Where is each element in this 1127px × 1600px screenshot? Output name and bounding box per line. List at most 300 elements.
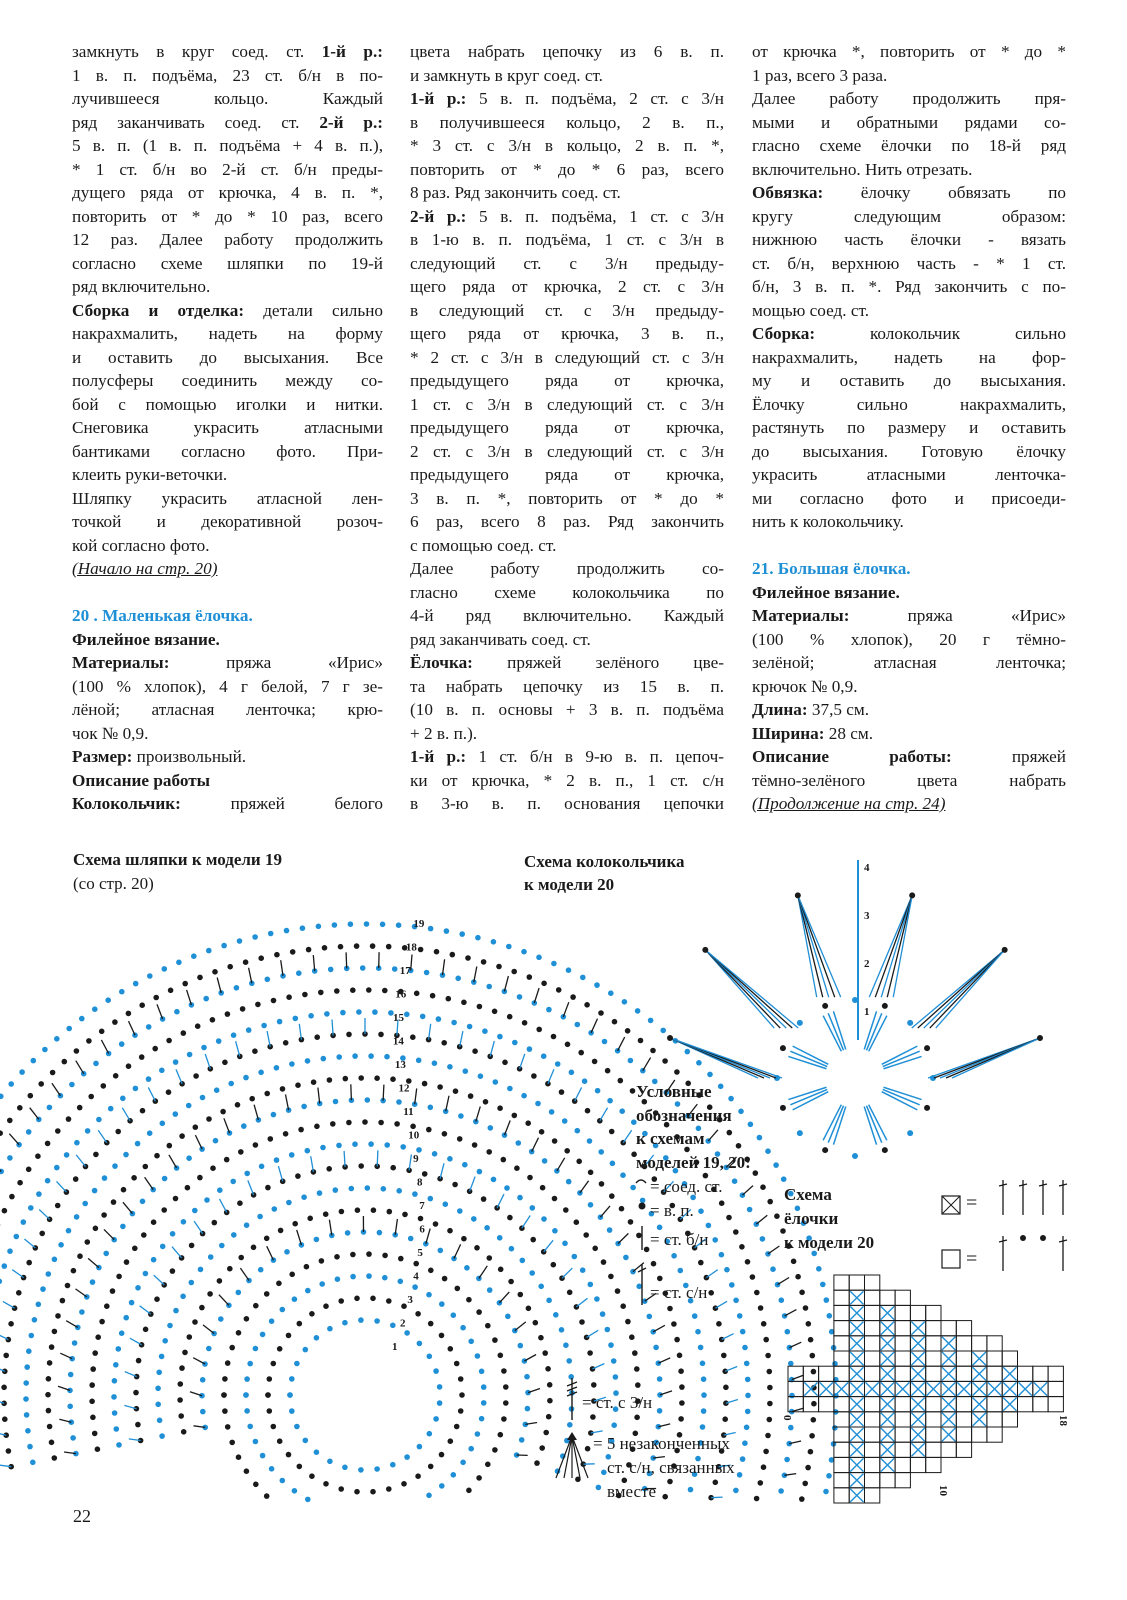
chain-dot	[543, 1430, 549, 1436]
chain-dot	[541, 981, 547, 987]
cluster-stitch	[705, 950, 798, 1028]
chain-dot	[580, 1267, 586, 1273]
chain-dot	[767, 1401, 773, 1407]
chain-dot	[166, 1038, 172, 1044]
text-segment: та набрать цепочку из 15 в. п.	[410, 676, 724, 696]
chain-dot	[6, 1448, 12, 1454]
chain-dot	[555, 1061, 561, 1067]
chain-dot	[95, 1334, 101, 1340]
chain-dot	[546, 1298, 552, 1304]
chain-dot	[295, 1173, 301, 1179]
row-number: 12	[398, 1082, 410, 1095]
chain-dot	[24, 1364, 30, 1370]
chain-dot	[26, 1129, 32, 1135]
chain-dot	[343, 1076, 349, 1082]
chain-dot	[535, 1101, 541, 1107]
chain-dot	[678, 1268, 684, 1274]
chain-dot	[827, 1313, 833, 1319]
chain-dot	[168, 988, 174, 994]
grid-cell	[956, 1351, 971, 1366]
chain-dot	[509, 1246, 515, 1252]
text-segment: гласно схеме ёлочки по 18-й ряд	[752, 136, 1066, 155]
chain-dot	[458, 1408, 464, 1414]
chain-dot	[102, 1175, 108, 1181]
chain-dot	[280, 1307, 286, 1313]
chain-dot	[539, 1445, 545, 1451]
chain-dot	[791, 1259, 797, 1265]
chain-dot	[566, 967, 572, 973]
chain-dot	[327, 1326, 333, 1332]
chain-dot	[382, 988, 388, 994]
chain-dot	[370, 943, 376, 949]
chain-dot	[481, 1196, 487, 1202]
chain-dot	[386, 1298, 392, 1304]
chain-dot	[49, 1440, 55, 1446]
row-number: 15	[393, 1012, 404, 1024]
treble-stitch	[793, 1092, 829, 1110]
chain-dot	[426, 1493, 432, 1499]
chain-dot	[753, 1170, 759, 1176]
filled-cell-equals: =	[966, 1192, 978, 1214]
chain-dot	[23, 1380, 29, 1386]
chain-dot	[119, 989, 125, 995]
filled-cell-cross	[911, 1413, 924, 1426]
row-number: 8	[417, 1176, 423, 1189]
chain-dot	[767, 1369, 773, 1375]
chain-dot	[447, 1228, 453, 1234]
chain-dot	[726, 1215, 732, 1221]
chain-dot	[42, 1047, 48, 1053]
text-segment: (10 в. п. основы + 3 в. п. подъёма	[410, 700, 724, 719]
chain-dot	[139, 1002, 145, 1008]
chain-dot	[92, 1006, 98, 1012]
chain-dot	[479, 1369, 485, 1375]
chain-dot	[197, 975, 203, 981]
stitch-mark	[563, 1002, 569, 1017]
grid-cell	[819, 1397, 834, 1412]
chain-dot	[276, 1281, 282, 1287]
chain-dot	[286, 1452, 292, 1458]
chain-dot	[412, 1284, 418, 1290]
grid-cell	[926, 1305, 941, 1320]
chain-dot	[32, 1317, 38, 1323]
bold-label: Описание работы	[72, 770, 211, 790]
text-segment: мощью соед. ст.	[752, 300, 869, 320]
grid-cell	[834, 1473, 849, 1488]
chain-dot	[501, 1157, 507, 1163]
chain-dot	[773, 1162, 779, 1168]
text-segment: (100 % хлопок), 4 г белой, 7 г зе-	[72, 676, 383, 696]
chain-dot	[795, 1274, 801, 1280]
chain-dot	[503, 1400, 509, 1406]
chain-dot	[551, 1262, 557, 1268]
chain-dot	[588, 1282, 594, 1288]
chain-dot	[151, 1219, 157, 1225]
stitch-mark	[140, 1306, 151, 1314]
chain-dot	[729, 1282, 735, 1288]
chain-dot	[114, 1426, 120, 1432]
section-heading: 20 . Маленькая ёлочка.	[72, 606, 253, 625]
chain-dot	[0, 1279, 2, 1285]
text-segment: Далее работу продолжить пря-	[752, 89, 1066, 108]
cluster-icon-leg	[556, 1436, 572, 1478]
chain-dot	[696, 1060, 702, 1066]
chain-dot	[27, 1444, 33, 1450]
filled-cell-cross	[881, 1413, 894, 1426]
chain-dot	[774, 1213, 780, 1219]
chain-dot	[247, 1361, 253, 1367]
chain-dot	[546, 1007, 552, 1013]
filled-cell-cross	[942, 1398, 955, 1411]
chain-dot	[74, 1214, 80, 1220]
chain-dot	[671, 1253, 677, 1259]
text-segment: ряд включительно.	[72, 277, 211, 296]
chain-dot	[562, 1118, 568, 1124]
chain-dot	[105, 997, 111, 1003]
empty-cell-equals: =	[966, 1248, 978, 1270]
chain-dot	[185, 1185, 191, 1191]
grid-cell	[865, 1290, 880, 1305]
filled-cell-cross	[850, 1306, 863, 1319]
chain-dot	[1002, 947, 1008, 953]
text-segment: 37,5 см.	[807, 700, 870, 719]
grid-cell	[987, 1397, 1002, 1412]
chain-dot	[538, 1284, 544, 1290]
chain-dot	[305, 1288, 311, 1294]
filled-cell-cross	[850, 1398, 863, 1411]
chain-dot	[745, 1393, 751, 1399]
chain-dot	[493, 1079, 499, 1085]
text-segment: пряжей зелёного цве-	[472, 653, 724, 672]
chain-dot	[527, 1046, 533, 1052]
chain-dot	[758, 1480, 764, 1486]
text-segment: пряжа «Ирис»	[849, 606, 1066, 625]
chain-dot	[283, 1040, 289, 1046]
stitch-mark	[618, 1037, 625, 1051]
chain-dot	[181, 1219, 187, 1225]
chain-dot	[578, 1050, 584, 1056]
grid-cell	[1018, 1397, 1033, 1412]
chain-dot	[338, 1298, 344, 1304]
stitch-mark	[195, 1135, 202, 1149]
chain-dot	[77, 1253, 83, 1259]
chain-dot	[530, 1237, 536, 1243]
chain-dot	[283, 1131, 289, 1137]
chain-dot	[458, 1376, 464, 1382]
bell-diagram-title-2: к модели 20	[524, 875, 615, 894]
chain-dot	[439, 1301, 445, 1307]
chain-dot	[195, 1023, 201, 1029]
chain-dot	[23, 1396, 29, 1402]
text-segment: ёлочку обвязать по	[823, 183, 1066, 202]
chain-dot	[179, 1133, 185, 1139]
chain-dot	[428, 1105, 434, 1111]
chain-dot	[324, 1011, 330, 1017]
chain-dot	[533, 1320, 539, 1326]
chain-dot	[612, 1019, 618, 1025]
filled-cell-cross	[866, 1382, 879, 1395]
stitch-mark	[148, 1087, 155, 1101]
chain-dot	[155, 1402, 161, 1408]
chain-dot	[243, 959, 249, 965]
chain-dot	[596, 1485, 602, 1491]
chain-dot	[615, 1288, 621, 1294]
chain-dot	[334, 1254, 340, 1260]
chain-dot	[542, 1350, 548, 1356]
chain-dot	[189, 1243, 195, 1249]
text-segment: 1 раз, всего 3 раза.	[752, 65, 888, 85]
treble-stitch	[823, 1105, 841, 1141]
grid-cell	[834, 1321, 849, 1336]
chain-dot	[244, 1376, 250, 1382]
chain-dot	[518, 1292, 524, 1298]
chain-dot	[319, 1258, 325, 1264]
chain-dot	[67, 1404, 73, 1410]
row-number: 1	[864, 1006, 870, 1018]
chain-dot	[79, 1309, 85, 1315]
chain-dot	[811, 1417, 817, 1423]
chain-dot	[132, 1246, 138, 1252]
chain-dot	[350, 1252, 356, 1258]
grid-cell	[1033, 1397, 1048, 1412]
chain-dot	[674, 1069, 680, 1075]
filled-cell-cross	[850, 1443, 863, 1456]
chain-dot	[698, 1260, 704, 1266]
chain-dot	[394, 1121, 400, 1127]
row-number: 9	[413, 1153, 419, 1165]
chain-dot	[466, 1297, 472, 1303]
stitch-mark	[318, 1088, 320, 1104]
chain-dot	[826, 1473, 832, 1479]
grid-axis-label: 10	[937, 1485, 949, 1496]
chain-dot	[264, 1236, 270, 1242]
chain-dot	[477, 1004, 483, 1010]
chain-dot	[187, 1052, 193, 1058]
chain-dot	[620, 1303, 626, 1309]
chain-dot	[292, 1221, 298, 1227]
chain-dot	[765, 1353, 771, 1359]
chain-dot	[260, 1453, 266, 1459]
chain-dot	[26, 1260, 32, 1266]
chain-dot	[477, 1169, 483, 1175]
chain-dot	[507, 1086, 513, 1092]
stitch-mark	[220, 1199, 227, 1213]
grid-cell	[834, 1488, 849, 1503]
chain-dot	[427, 1354, 433, 1360]
chain-dot	[448, 1438, 454, 1444]
chain-dot	[243, 1392, 249, 1398]
chain-dot	[30, 1460, 36, 1466]
chain-dot	[636, 1233, 642, 1239]
chain-dot	[474, 1245, 480, 1251]
chain-dot	[809, 1433, 815, 1439]
chain-dot	[140, 1199, 146, 1205]
chain-dot	[160, 1244, 166, 1250]
chain-dot	[173, 1196, 179, 1202]
chain-dot	[381, 1186, 387, 1192]
grid-cell	[926, 1457, 941, 1472]
chain-dot	[534, 1460, 540, 1466]
chain-dot	[582, 1078, 588, 1084]
chain-dot	[486, 984, 492, 990]
chain-dot	[909, 892, 915, 898]
chain-dot	[294, 1424, 300, 1430]
chain-dot	[384, 1054, 390, 1060]
filled-cell-cross	[973, 1398, 986, 1411]
filled-cell-cross	[1019, 1382, 1032, 1395]
chain-dot	[180, 1294, 186, 1300]
chain-dot	[65, 1283, 71, 1289]
chain-dot	[585, 1108, 591, 1114]
text-segment: му и оставить до высыхания.	[752, 371, 1066, 390]
stitch-mark	[254, 1105, 258, 1120]
chain-dot	[147, 1130, 153, 1136]
chain-dot	[77, 1105, 83, 1111]
stitch-mark	[532, 1138, 539, 1152]
filled-cell-cross	[927, 1382, 940, 1395]
chain-dot	[304, 1264, 310, 1270]
chain-dot	[159, 1068, 165, 1074]
chain-dot	[924, 1045, 930, 1051]
stitch-mark	[76, 1061, 84, 1074]
tree-title-line: к модели 20	[784, 1233, 875, 1252]
stitch-mark	[711, 1497, 723, 1498]
chain-dot	[92, 1350, 98, 1356]
chain-dot	[378, 1120, 384, 1126]
chain-dot	[225, 1424, 231, 1430]
chain-dot	[377, 1230, 383, 1236]
chain-dot	[632, 1350, 638, 1356]
filled-cell-cross	[881, 1322, 894, 1335]
chain-dot	[538, 1335, 544, 1341]
text-segment: и замкнуть в круг соед. ст.	[410, 65, 603, 85]
stitch-mark	[600, 1108, 608, 1121]
chain-dot	[269, 1466, 275, 1472]
stitch-mark	[591, 1019, 597, 1033]
chain-dot	[514, 1165, 520, 1171]
chain-dot	[742, 1345, 748, 1351]
stitch-mark	[194, 1221, 203, 1234]
chain-dot	[253, 1142, 259, 1148]
chain-dot	[35, 1153, 41, 1159]
text-segment: б/н, 3 в. п. *. Ряд закончить с по-	[752, 277, 1066, 296]
chain-dot	[271, 998, 277, 1004]
stitch-mark	[98, 1130, 107, 1142]
chain-dot	[516, 1140, 522, 1146]
chain-dot	[436, 1016, 442, 1022]
grid-cell	[956, 1442, 971, 1457]
chain-dot	[459, 931, 465, 937]
chain-dot	[336, 1143, 342, 1149]
chain-dot	[382, 1275, 388, 1281]
chain-dot	[460, 1460, 466, 1466]
chain-dot	[320, 1145, 326, 1151]
chain-dot	[408, 1236, 414, 1242]
chain-dot	[733, 1229, 739, 1235]
chain-dot	[507, 1014, 513, 1020]
chain-dot	[326, 1166, 332, 1172]
chain-dot	[311, 1079, 317, 1085]
chain-dot	[1037, 1035, 1043, 1041]
chain-dot	[747, 1207, 753, 1213]
chain-dot	[362, 1119, 368, 1125]
chain-dot	[426, 1127, 432, 1133]
chain-dot	[358, 1075, 364, 1081]
chain-dot	[613, 1374, 619, 1380]
stitch-mark	[587, 1330, 599, 1337]
text-segment: ки от крючка, * 2 в. п., 1 ст. с/н	[410, 770, 724, 790]
chain-dot	[244, 1171, 250, 1177]
chain-dot	[574, 1219, 580, 1225]
chain-dot	[36, 1302, 42, 1308]
chain-dot	[348, 921, 354, 927]
chain-dot	[413, 1261, 419, 1267]
legend-single-crochet: = ст. б/н	[650, 1230, 709, 1249]
row-number: 3	[864, 910, 870, 922]
chain-dot	[498, 1432, 504, 1438]
chain-dot	[737, 1472, 743, 1478]
chain-dot	[491, 939, 497, 945]
chain-dot	[55, 1313, 61, 1319]
chain-dot	[360, 965, 366, 971]
filled-cell-cross	[942, 1413, 955, 1426]
text-segment: кругу следующим образом:	[752, 206, 1066, 226]
chain-dot	[795, 892, 801, 898]
chain-dot	[52, 1455, 58, 1461]
chain-dot	[587, 1138, 593, 1144]
chain-dot	[237, 1200, 243, 1206]
chain-dot	[767, 1199, 773, 1205]
filled-cell-cross	[850, 1382, 863, 1395]
filled-cell-cross	[911, 1398, 924, 1411]
chain-dot	[592, 1059, 598, 1065]
row-number: 13	[394, 1059, 406, 1071]
chain-dot	[651, 1261, 657, 1267]
bold-label: Материалы:	[752, 606, 850, 625]
chain-dot	[8, 1321, 14, 1327]
chain-dot	[54, 1165, 60, 1171]
chain-dot	[390, 1165, 396, 1171]
chain-dot	[96, 1117, 102, 1123]
chain-dot	[338, 1486, 344, 1492]
chain-dot	[307, 1216, 313, 1222]
chain-dot	[497, 1034, 503, 1040]
chain-dot	[530, 1205, 536, 1211]
chain-dot	[387, 1209, 393, 1215]
chain-dot	[297, 1321, 303, 1327]
chain-dot	[451, 1020, 457, 1026]
stitch-mark	[66, 1321, 78, 1328]
chain-dot	[415, 1311, 421, 1317]
chain-dot	[519, 1437, 525, 1443]
chain-dot	[608, 1342, 614, 1348]
bold-label: Обвязка:	[752, 183, 824, 202]
stitch-mark	[104, 1229, 114, 1239]
legend-title-line: обозначения	[636, 1105, 732, 1125]
grid-cell	[819, 1366, 834, 1381]
bold-label: Описание работы:	[752, 747, 952, 766]
chain-dot	[189, 1280, 195, 1286]
chain-dot	[442, 1276, 448, 1282]
filled-cell-cross	[881, 1337, 894, 1350]
chain-dot	[507, 1215, 513, 1221]
filled-cell-cross	[881, 1398, 894, 1411]
bold-label: Филейное вязание.	[72, 629, 220, 649]
chain-dot	[258, 1070, 264, 1076]
stitch-mark	[297, 1230, 302, 1245]
stitch-mark	[101, 1040, 108, 1054]
chain-dot	[545, 1366, 551, 1372]
